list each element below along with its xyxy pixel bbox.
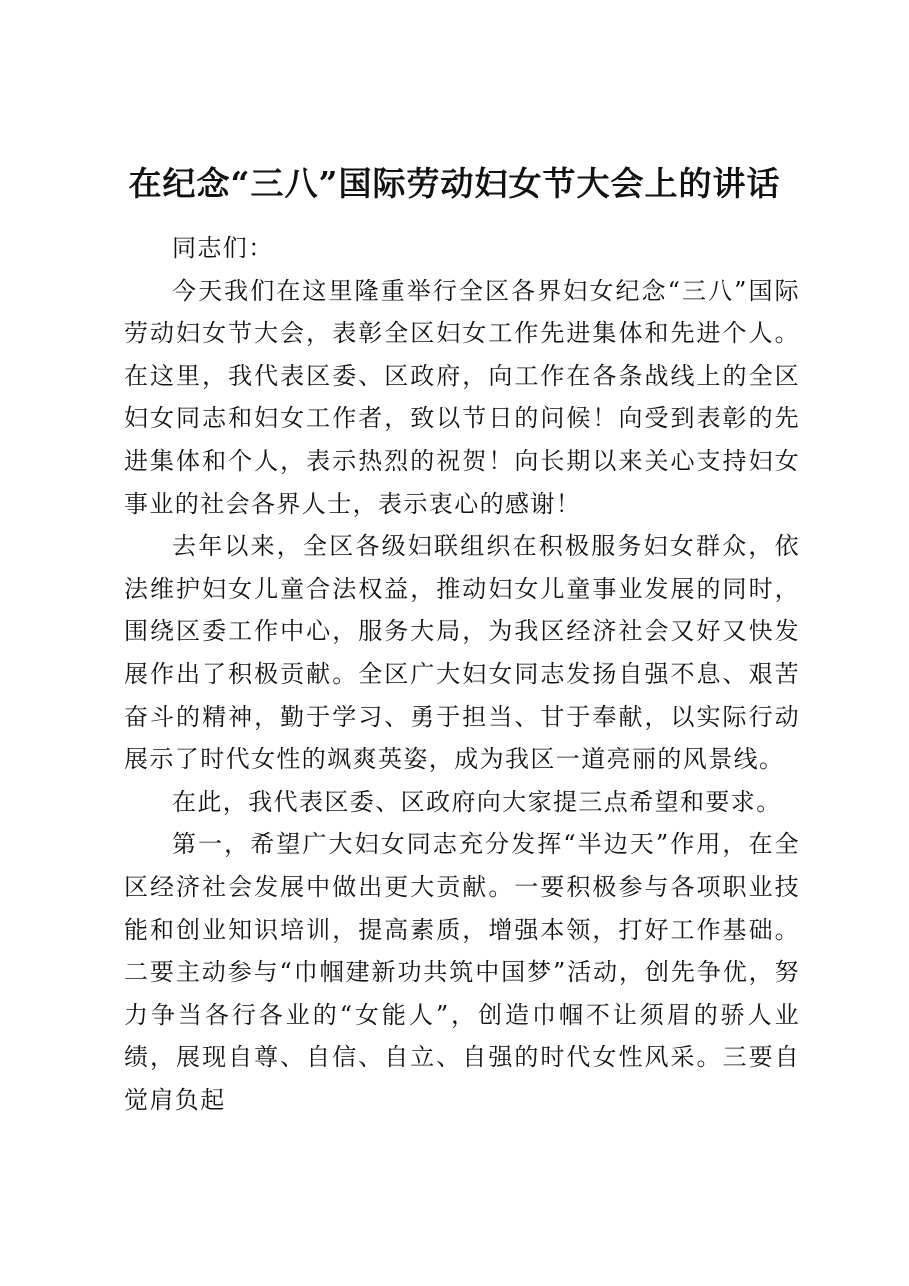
body-paragraph: 第一，希望广大妇女同志充分发挥“半边天”作用，在全区经济社会发展中做出更大贡献。一要积极参与各项职业技能和创业知识培训，提高素质，增强本领，打好工作基础。二要主动参与“巾帼建新功共筑中国梦”活动，创先争优，努力争当各行各业的“女能人”，创造巾帼不让须眉的骄人业绩，展现自尊、自信、自立、自强的时代女性风采。三要自觉肩负起 [124, 830, 800, 1114]
body-paragraph: 今天我们在这里隆重举行全区各界妇女纪念“三八”国际劳动妇女节大会，表彰全区妇女工作先进集体和先进个人。在这里，我代表区委、区政府，向工作在各条战线上的全区妇女同志和妇女工作者，致以节日的问候！向受到表彰的先进集体和个人，表示热烈的祝贺！向长期以来关心支持妇女事业的社会各界人士，表示衷心的感谢！ [124, 276, 800, 518]
body-paragraph: 去年以来，全区各级妇联组织在积极服务妇女群众，依法维护妇女儿童合法权益，推动妇女儿童事业发展的同时，围绕区委工作中心，服务大局，为我区经济社会又好又快发展作出了积极贡献。全区广大妇女同志发扬自强不息、艰苦奋斗的精神，勤于学习、勇于担当、甘于奉献，以实际行动展示了时代女性的飒爽英姿，成为我区一道亮丽的风景线。 [124, 532, 800, 774]
body-paragraph: 在此，我代表区委、区政府向大家提三点希望和要求。 [172, 787, 782, 816]
document-body [124, 227, 800, 1121]
salutation-paragraph: 同志们： [172, 234, 274, 262]
document-title: 在纪念“三八”国际劳动妇女节大会上的讲话 [128, 164, 781, 203]
